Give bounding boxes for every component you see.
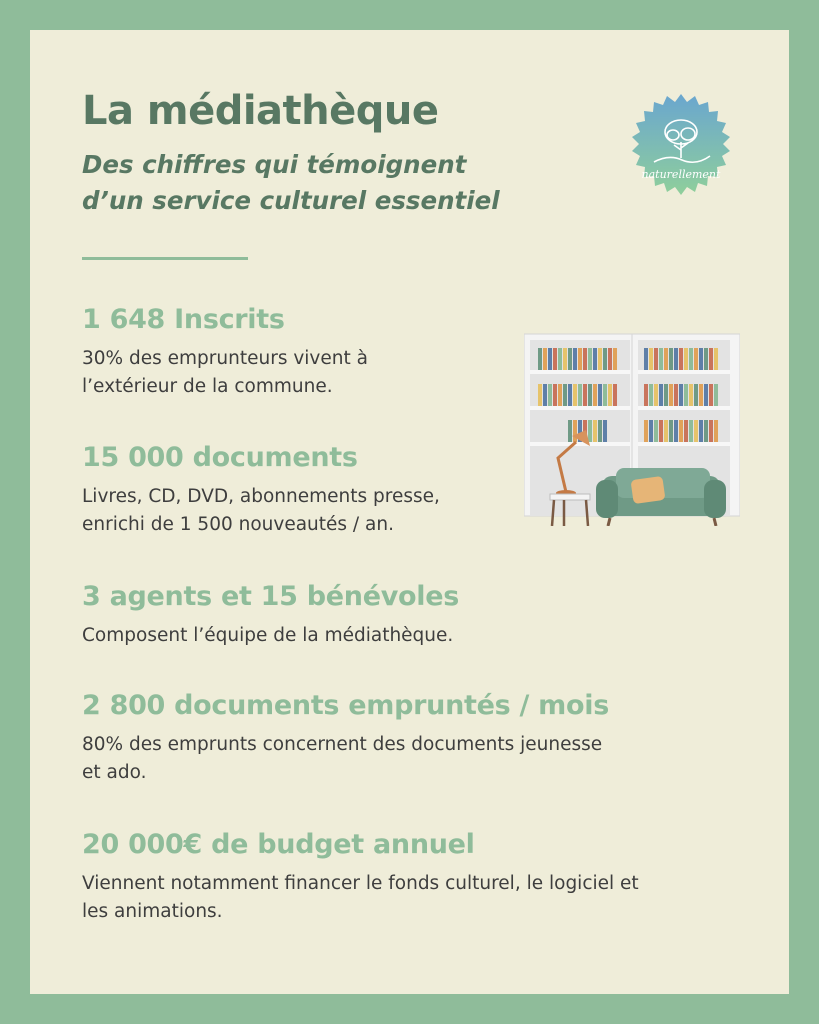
naturellement-badge-icon [624, 92, 738, 206]
infographic-card [30, 30, 789, 994]
stat-description [82, 622, 459, 650]
stat-description-line: 30% des emprunteurs vivent à [82, 348, 368, 369]
stat-description-line: et ado. [82, 762, 147, 783]
title-divider [82, 257, 248, 260]
stat-description [82, 731, 609, 787]
stat-description-line: Viennent notamment financer le fonds culturel, le logiciel et [82, 873, 639, 894]
stat-description-line: enrichi de 1 500 nouveautés / an. [82, 514, 394, 535]
stat-description [82, 345, 368, 401]
stat-title: 3 agents et 15 bénévoles [82, 581, 459, 612]
stat-description-line: l’extérieur de la commune. [82, 376, 333, 397]
stat-emprunts [82, 689, 609, 787]
stat-title: 20 000€ de budget annuel [82, 829, 475, 860]
stat-description [82, 870, 639, 926]
stat-budget [82, 828, 639, 926]
subtitle-line-1: Des chiffres qui témoignent [82, 150, 467, 179]
badge-text: naturellement [641, 168, 721, 181]
stat-description-line: les animations. [82, 901, 223, 922]
stat-description [82, 483, 440, 539]
stat-documents [82, 441, 440, 539]
stat-inscrits [82, 303, 368, 401]
stat-title: 2 800 documents empruntés / mois [82, 690, 609, 721]
stat-description-line: 80% des emprunts concernent des documents jeunesse [82, 734, 603, 755]
stat-equipe [82, 580, 459, 650]
page-subtitle [82, 147, 500, 219]
armchair-icon [596, 468, 726, 526]
stat-title: 1 648 Inscrits [82, 304, 285, 335]
bookshelf-armchair-illustration [524, 330, 740, 526]
page-title: La médiathèque [82, 88, 439, 134]
stat-description-line: Livres, CD, DVD, abonnements presse, [82, 486, 440, 507]
subtitle-line-2: d’un service culturel essentiel [82, 186, 500, 215]
stat-description-line: Composent l’équipe de la médiathèque. [82, 625, 454, 646]
stat-title: 15 000 documents [82, 442, 358, 473]
